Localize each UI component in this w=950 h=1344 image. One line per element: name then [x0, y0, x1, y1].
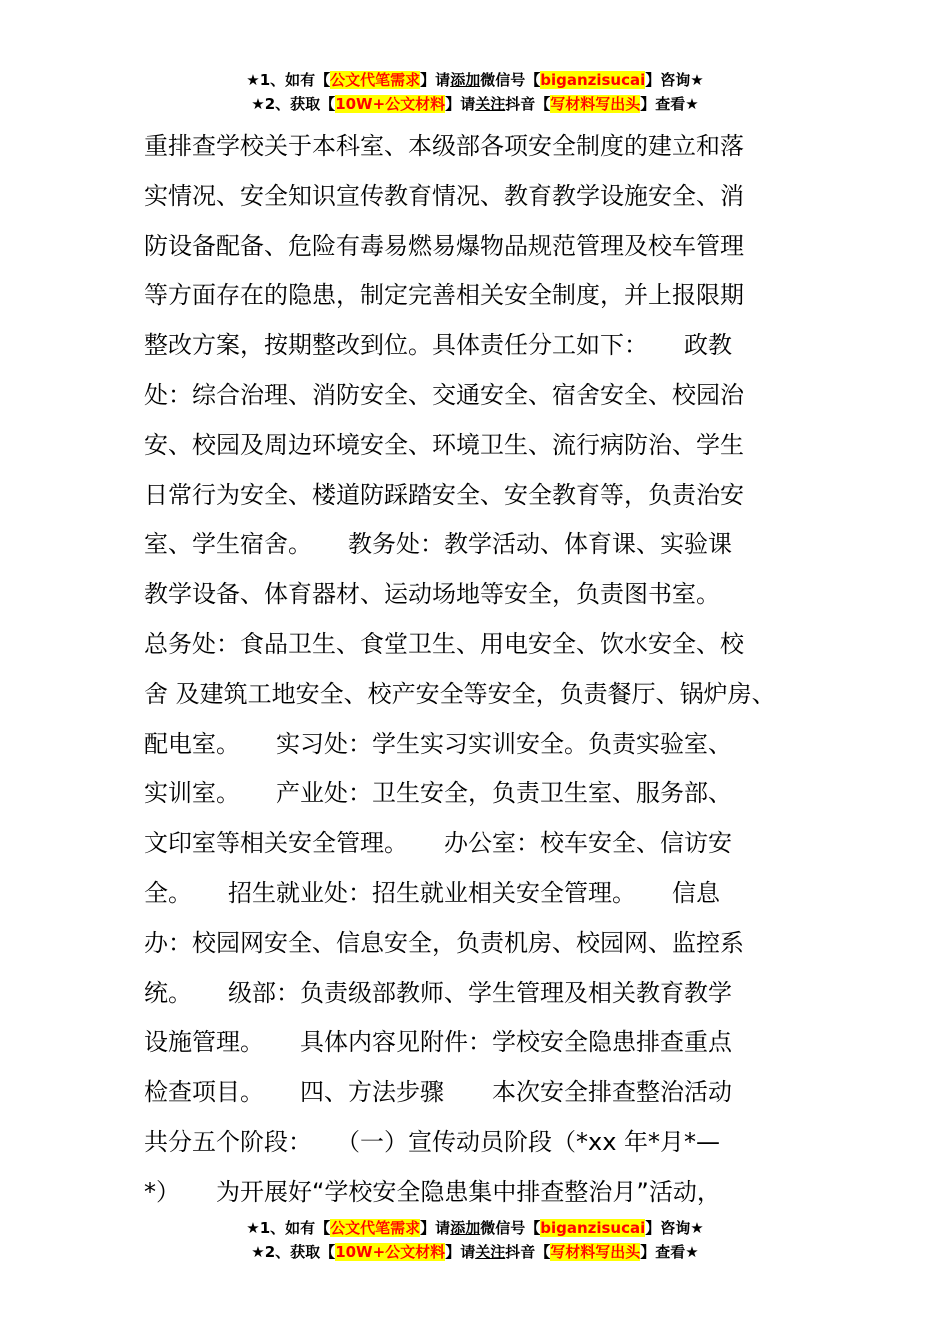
body-line: 实情况、安全知识宣传教育情况、教育教学设施安全、消 — [144, 181, 744, 210]
underlined-text: 添加 — [450, 1219, 481, 1237]
highlight-text: biganzisucai — [540, 1219, 646, 1237]
body-line: 全。 招生就业处：招生就业相关安全管理。 信息 — [144, 878, 720, 907]
header-banner — [0, 68, 950, 116]
header-line-2: ★2、获取【10W+公文材料】请关注抖音【写材料写出头】查看★ — [251, 95, 699, 113]
body-line: 等方面存在的隐患，制定完善相关安全制度，并上报限期 — [144, 281, 744, 310]
body-line: 设施管理。 具体内容见附件：学校安全隐患排查重点 — [144, 1028, 732, 1057]
header-line-1: ★1、如有【公文代笔需求】请添加微信号【biganzisucai】咨询★ — [246, 71, 704, 89]
underlined-text: 关注 — [475, 95, 506, 113]
body-line: 舍 及建筑工地安全、校产安全等安全，负责餐厅、锅炉房、 — [144, 679, 776, 708]
underlined-text: 关注 — [475, 1243, 506, 1261]
body-line: 教学设备、体育器材、运动场地等安全，负责图书室。 — [144, 580, 720, 609]
highlight-text: 10W+公文材料 — [335, 1243, 446, 1261]
underlined-text: 添加 — [450, 71, 481, 89]
footer-line-1: ★1、如有【公文代笔需求】请添加微信号【biganzisucai】咨询★ — [246, 1219, 704, 1237]
highlight-text: 10W+公文材料 — [335, 95, 446, 113]
body-line: *） 为开展好“学校安全隐患集中排查整治月”活动， — [144, 1177, 721, 1206]
body-line: 日常行为安全、楼道防踩踏安全、安全教育等，负责治安 — [144, 480, 744, 509]
body-line: 总务处：食品卫生、食堂卫生、用电安全、饮水安全、校 — [144, 629, 744, 658]
body-line: 实训室。 产业处：卫生安全，负责卫生室、服务部、 — [144, 779, 732, 808]
body-line: 整改方案，按期整改到位。具体责任分工如下： 政教 — [144, 331, 732, 360]
highlight-text: biganzisucai — [540, 71, 646, 89]
highlight-text: 公文代笔需求 — [330, 71, 421, 89]
body-line: 共分五个阶段： （一）宣传动员阶段（*xx 年*月*— — [144, 1127, 721, 1156]
highlight-text: 写材料写出头 — [550, 95, 641, 113]
highlight-text: 公文代笔需求 — [330, 1219, 421, 1237]
body-line: 处：综合治理、消防安全、交通安全、宿舍安全、校园治 — [144, 380, 744, 409]
footer-banner — [0, 1216, 950, 1264]
body-line: 防设备配备、危险有毒易燃易爆物品规范管理及校车管理 — [144, 231, 744, 260]
body-line: 文印室等相关安全管理。 办公室：校车安全、信访安 — [144, 829, 732, 858]
body-line: 室、学生宿舍。 教务处：教学活动、体育课、实验课 — [144, 530, 732, 559]
body-line: 重排查学校关于本科室、本级部各项安全制度的建立和落 — [144, 132, 744, 160]
document-body — [144, 122, 824, 1218]
highlight-text: 写材料写出头 — [550, 1243, 641, 1261]
body-line: 检查项目。 四、方法步骤 本次安全排查整治活动 — [144, 1078, 732, 1107]
body-line: 安、校园及周边环境安全、环境卫生、流行病防治、学生 — [144, 430, 744, 459]
footer-line-2: ★2、获取【10W+公文材料】请关注抖音【写材料写出头】查看★ — [251, 1243, 699, 1261]
body-line: 办：校园网安全、信息安全，负责机房、校园网、监控系 — [144, 928, 744, 957]
body-line: 配电室。 实习处：学生实习实训安全。负责实验室、 — [144, 729, 732, 758]
body-line: 统。 级部：负责级部教师、学生管理及相关教育教学 — [144, 978, 732, 1007]
